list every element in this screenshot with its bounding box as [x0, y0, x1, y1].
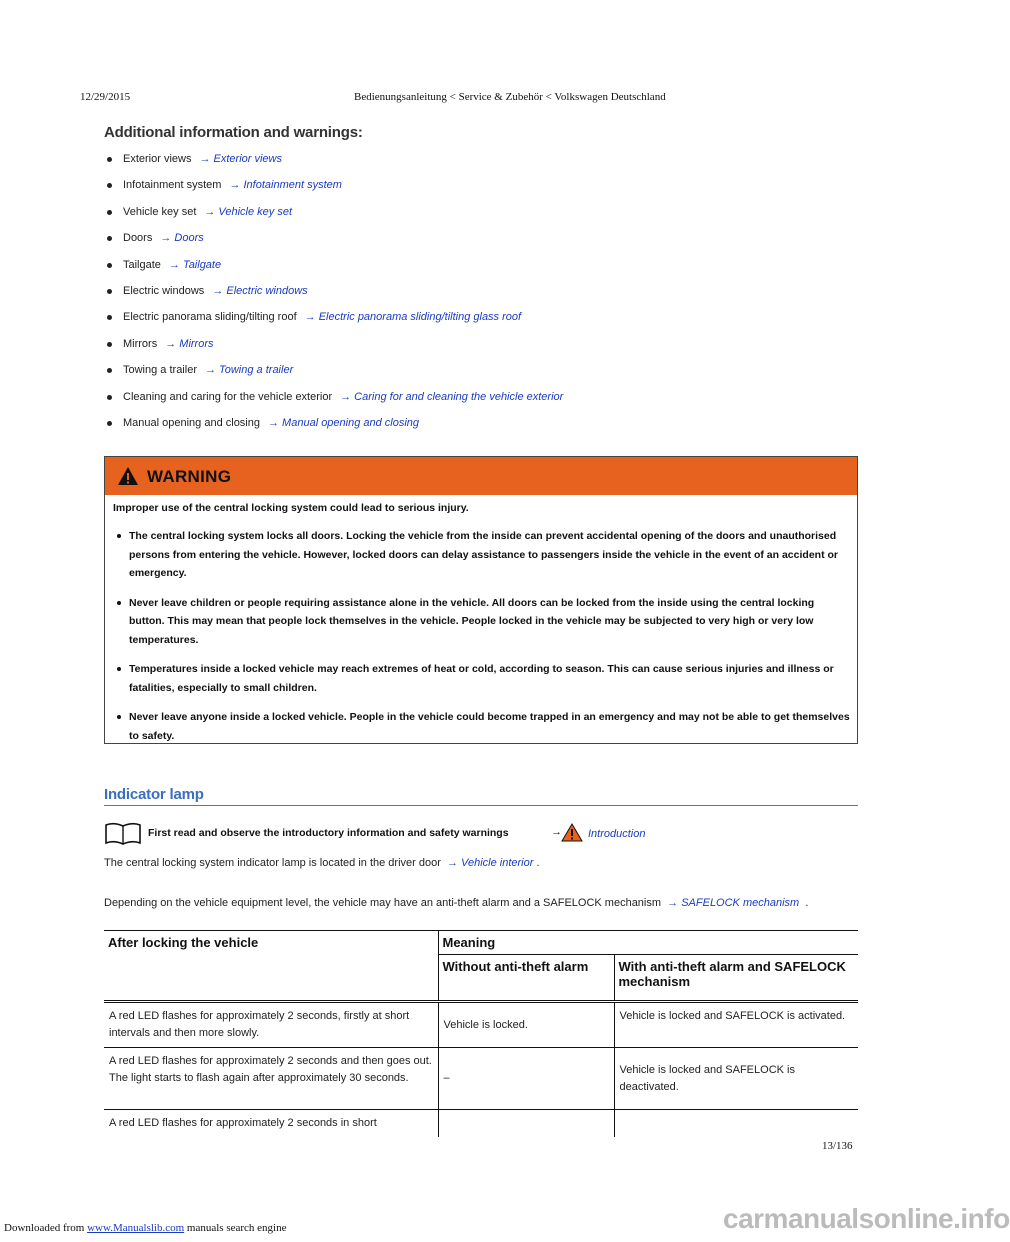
bullet-icon — [107, 183, 112, 188]
list-item-label: Towing a trailer — [123, 364, 197, 377]
list-item — [104, 150, 563, 176]
safelock-link[interactable]: → SAFELOCK mechanism — [667, 897, 800, 909]
warning-item: Never leave anyone inside a locked vehicle. People in the vehicle could become trapped in an emergency and may not be able to get themselves to safety. — [115, 708, 851, 745]
list-item-link[interactable]: → Manual opening and closing — [268, 416, 420, 429]
warning-item: The central locking system locks all doors. Locking the vehicle from the inside can prevent accidental opening of the doors and unauthorised persons from entering the vehicle. However, locked doors can delay assistance to passengers inside the vehicle in the event of an accident or emergency. — [115, 527, 851, 583]
paragraph-text: Depending on the vehicle equipment level, the vehicle may have an anti-theft alarm and a SAFELOCK mechanism — [104, 897, 662, 909]
table-cell: A red LED flashes for approximately 2 seconds, firstly at short intervals and then more slowly. — [104, 1002, 438, 1048]
list-item-link[interactable]: → Electric panorama sliding/tilting glass roof — [304, 311, 522, 324]
list-item — [104, 282, 563, 308]
list-item-label: Infotainment system — [123, 179, 222, 192]
table-cell — [614, 1110, 858, 1138]
warning-item: Never leave children or people requiring assistance alone in the vehicle. All doors can be locked from the inside using the central locking button. This may mean that people lock themselves in the vehicle. People locked in the vehicle may be subjected to very high or very low temperatures. — [115, 594, 851, 650]
table-row — [104, 1110, 858, 1138]
table-cell: Vehicle is locked and SAFELOCK is activated. — [614, 1002, 858, 1048]
paragraph-end: . — [805, 897, 809, 909]
list-item-link[interactable]: → Mirrors — [165, 337, 214, 350]
list-item — [104, 229, 563, 255]
bullet-icon — [107, 236, 112, 241]
footer-suffix: manuals search engine — [186, 1222, 287, 1234]
list-item-label: Tailgate — [123, 258, 161, 271]
footer-download-note — [4, 1222, 286, 1234]
list-item — [104, 414, 563, 440]
book-icon — [104, 822, 142, 846]
table-row — [104, 1048, 858, 1110]
list-item-label: Manual opening and closing — [123, 416, 260, 429]
list-item — [104, 256, 563, 282]
paragraph-end: . — [536, 857, 540, 869]
indicator-lamp-table — [104, 930, 858, 1137]
list-item — [104, 176, 563, 202]
warning-title: WARNING — [147, 467, 232, 486]
warning-list — [115, 527, 851, 756]
list-item — [104, 388, 563, 414]
list-item-link[interactable]: → Exterior views — [199, 153, 282, 165]
list-item-link[interactable]: → Vehicle key set — [204, 205, 293, 218]
header-title: Bedienungsanleitung < Service & Zubehör < Volkswagen Deutschland — [354, 91, 666, 103]
list-item-label: Electric windows — [123, 284, 205, 297]
manualslib-link[interactable]: www.Manualslib.com — [87, 1222, 185, 1234]
table-cell: A red LED flashes for approximately 2 seconds and then goes out. The light starts to flash again after approximately 30 seconds. — [104, 1048, 438, 1110]
list-item-label: Exterior views — [123, 153, 192, 165]
notice-arrow: → — [551, 826, 562, 838]
column-header-after-locking: After locking the vehicle — [104, 931, 438, 1002]
list-item — [104, 203, 563, 229]
paragraph-indicator-location — [104, 857, 540, 869]
table-row — [104, 1002, 858, 1048]
list-item — [104, 308, 563, 334]
bullet-icon — [107, 289, 112, 294]
list-item-label: Vehicle key set — [123, 205, 197, 218]
bullet-icon — [107, 395, 112, 400]
list-item-link[interactable]: → Tailgate — [168, 258, 222, 271]
introduction-link[interactable]: Introduction — [588, 828, 646, 840]
table-cell: Vehicle is locked. — [438, 1002, 614, 1048]
column-header-without-alarm: Without anti-theft alarm — [438, 955, 614, 1002]
page-number: 13/136 — [822, 1140, 853, 1152]
warning-header — [105, 457, 857, 495]
list-item-link[interactable]: → Doors — [160, 232, 204, 245]
additional-info-list — [104, 150, 563, 440]
warning-box — [104, 456, 858, 744]
bullet-icon — [107, 315, 112, 320]
bullet-icon — [107, 421, 112, 426]
header-date: 12/29/2015 — [80, 91, 131, 103]
list-item-label: Mirrors — [123, 337, 158, 350]
list-item-label: Cleaning and caring for the vehicle exterior — [123, 390, 333, 403]
list-item-link[interactable]: → Caring for and cleaning the vehicle exterior — [340, 390, 564, 403]
warning-triangle-icon — [117, 466, 139, 486]
warning-triangle-icon — [561, 823, 583, 842]
footer-prefix: Downloaded from — [4, 1222, 85, 1234]
table-cell — [438, 1110, 614, 1138]
column-header-with-alarm: With anti-theft alarm and SAFELOCK mechanism — [614, 955, 858, 1002]
table-cell: – — [438, 1048, 614, 1110]
list-item — [104, 335, 563, 361]
vehicle-interior-link[interactable]: → Vehicle interior — [447, 857, 534, 869]
list-item-link[interactable]: → Electric windows — [212, 284, 308, 297]
paragraph-safelock — [104, 897, 808, 909]
bullet-icon — [107, 368, 112, 373]
list-item — [104, 361, 563, 387]
section-title-additional-info: Additional information and warnings: — [104, 124, 363, 141]
list-item-label: Doors — [123, 232, 153, 245]
warning-intro: Improper use of the central locking system could lead to serious injury. — [113, 502, 469, 514]
table-cell: Vehicle is locked and SAFELOCK is deactivated. — [614, 1048, 858, 1110]
bullet-icon — [107, 263, 112, 268]
section-title-indicator-lamp: Indicator lamp — [104, 786, 204, 803]
table-cell: A red LED flashes for approximately 2 seconds in short — [109, 1117, 377, 1129]
watermark-logo: carmanualsonline.info — [723, 1203, 1010, 1234]
column-header-meaning: Meaning — [438, 931, 858, 955]
bullet-icon — [107, 342, 112, 347]
warning-item: Temperatures inside a locked vehicle may reach extremes of heat or cold, according to season. This can cause serious injuries and illness or fatalities, especially to small children. — [115, 660, 851, 697]
bullet-icon — [107, 157, 112, 162]
list-item-link[interactable]: → Towing a trailer — [204, 364, 294, 377]
list-item-link[interactable]: → Infotainment system — [229, 179, 342, 192]
bullet-icon — [107, 210, 112, 215]
list-item-label: Electric panorama sliding/tilting roof — [123, 311, 297, 324]
section-divider — [104, 805, 858, 806]
paragraph-text: The central locking system indicator lamp is located in the driver door — [104, 857, 441, 869]
notice-text: First read and observe the introductory information and safety warnings — [148, 827, 509, 839]
